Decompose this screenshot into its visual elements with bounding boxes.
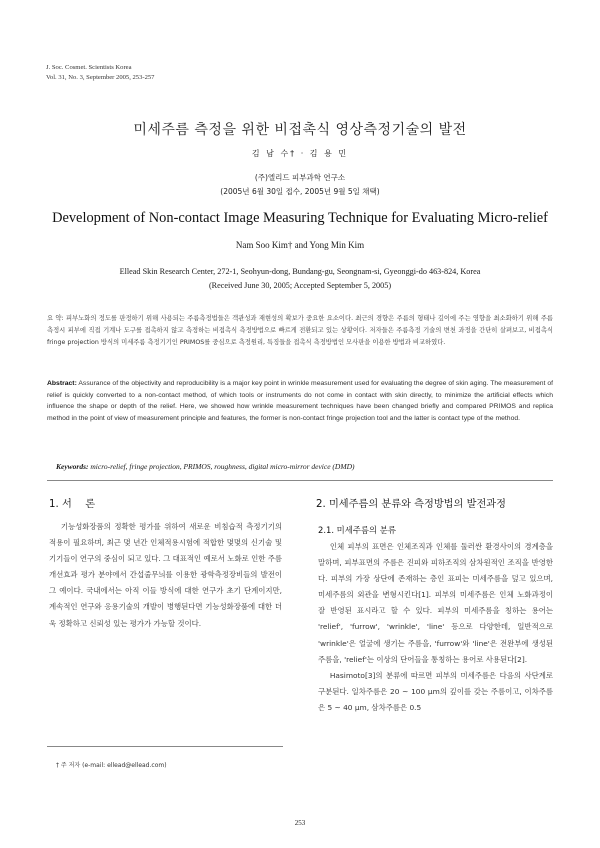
abstract-english — [47, 378, 553, 425]
divider-rule — [47, 480, 553, 481]
section-1-heading: 1. 서 론 — [49, 499, 96, 510]
korean-affiliation: (주)엘리드 피부과학 연구소 — [254, 173, 346, 182]
english-authors: Nam Soo Kim† and Yong Min Kim — [235, 240, 365, 250]
keywords — [56, 462, 556, 471]
english-title: Development of Non-contact Image Measuring Technique for Evaluating Micro-relief — [52, 210, 548, 226]
section-1-paragraph: 기능성화장품의 정확한 평가를 위하여 새로운 비침습적 측정기기의 적용이 필요하며, 최근 몇 년간 인체적용시험에 적합한 몇몇의 신기술 및 기기들이 연구의 중심이 되고 있다. 그 대표적인 예로서 노화로 인한 주름개선효과 평가 분야에서 간섭줄무늬를 이용한 광학측정장비들의 발전이 그 예이다. 국내에서는 아직 이들 방식에 대한 연구가 초기 단계이지만, 계속적인 연구와 응용기술의 개발이 병행된다면 기능성화장품에 대한 더욱 정확하고 신뢰성 있는 평가가 가능할 것이다. — [49, 522, 282, 628]
journal-name: J. Soc. Cosmet. Scientists Korea — [46, 64, 132, 71]
journal-volume: Vol. 31, No. 3, September 2005, 253-257 — [46, 74, 155, 81]
korean-affiliation-block — [0, 171, 600, 199]
english-dates: (Received June 30, 2005; Accepted September 5, 2005) — [208, 281, 392, 290]
abstract-korean-label: 요 약: — [47, 315, 64, 322]
english-affiliation: Ellead Skin Research Center, 272-1, Seohyun-dong, Bundang-gu, Seongnam-si, Gyeonggi-do 463-824, Korea — [119, 267, 481, 276]
section-1-body — [49, 519, 282, 632]
footnote: † 주 저자 (e-mail: ellead@ellead.com) — [56, 762, 167, 769]
korean-authors: 김 남 수† · 김 용 민 — [251, 149, 349, 158]
keywords-label: Keywords: — [56, 462, 89, 471]
abstract-english-label: Abstract: — [47, 380, 77, 387]
journal-header — [46, 63, 154, 83]
page-number: 253 — [294, 819, 306, 827]
section-2-body — [318, 539, 553, 716]
korean-dates: (2005년 6월 30일 접수, 2005년 9월 5일 채택) — [220, 187, 380, 196]
section-2-heading: 2. 미세주름의 분류와 측정방법의 발전과정 — [316, 499, 506, 510]
section-2-paragraph-2: Hasimoto[3]의 분류에 따르면 피부의 미세주름은 다음의 사단계로 구분된다. 일차주름은 20 ~ 100 μm의 깊이를 갖는 주름이고, 이차주름은 5 ~ 40 μm, 삼차주름은 0.5 — [318, 670, 553, 712]
abstract-english-text: Assurance of the objectivity and reproducibility is a major key point in wrinkle measurement used for evaluating the degree of skin aging. The measurement of relief is quickly converted to a non-contact method, of which tools or instruments do not come in contact with skin directly, to minimize the artificial effects which influence the shape or depth of the relief. Here, we showed how wrinkle measurement techniques have been changed briefly and compared PRIMOS and replica method in the point of view of measurement principle and features, the former is non-contact fringe projection tool and the latter is contact type of the method. — [47, 380, 553, 423]
english-affiliation-block — [0, 265, 600, 293]
section-2-1-heading: 2.1. 미세주름의 분류 — [318, 525, 396, 535]
abstract-korean-text: 피부노화의 정도를 판정하기 위해 사용되는 주름측정법들은 객관성과 재현성의 확보가 중요한 요소이다. 최근의 경향은 주름의 형태나 깊이에 주는 영향을 최소화하기 위해 주름 측정시 피부에 직접 기계나 도구를 접촉하지 않고 측정하는 비접촉식 측정방법으로 빠르게 전환되고 있는 상황이다. 저자들은 주름측정 기술의 변천 과정을 간단히 살펴보고, 비접촉식 fringe projection 방식의 미세주름 측정기기인 PRIMOS를 중심으로 측정원리, 특징들을 접촉식 측정방법인 모사판을 이용한 방법과 비교하였다. — [47, 315, 553, 346]
abstract-korean — [47, 313, 553, 349]
footnote-rule — [47, 746, 283, 747]
section-2-paragraph-1: 인체 피부의 표면은 인체조직과 인체를 둘러싼 환경사이의 경계층을 말하며, 피부표면의 주름은 진피와 피하조직의 삼차원적인 조직을 반영한다. 피부의 가장 상단에 존재하는 층인 표피는 미세주름을 덮고 있으며, 미세주름의 외관을 변형시킨다[1]. 피부의 미세주름은 인체 노화과정이 잘 반영된 표시라고 할 수 있다. 피부의 미세주름을 칭하는 용어는 'relief', 'furrow', 'wrinkle', 'line' 등으로 다양한데, 일반적으로 'wrinkle'은 얼굴에 생기는 주름을, 'furrow'와 'line'은 전완부에 생성된 주름을, 'relief'는 이상의 단어들을 통칭하는 용어로 사용된다[2]. — [318, 542, 553, 664]
korean-title: 미세주름 측정을 위한 비접촉식 영상측정기술의 발전 — [133, 122, 467, 138]
keywords-text: micro-relief, fringe projection, PRIMOS, roughness, digital micro-mirror device (DMD) — [90, 462, 355, 471]
